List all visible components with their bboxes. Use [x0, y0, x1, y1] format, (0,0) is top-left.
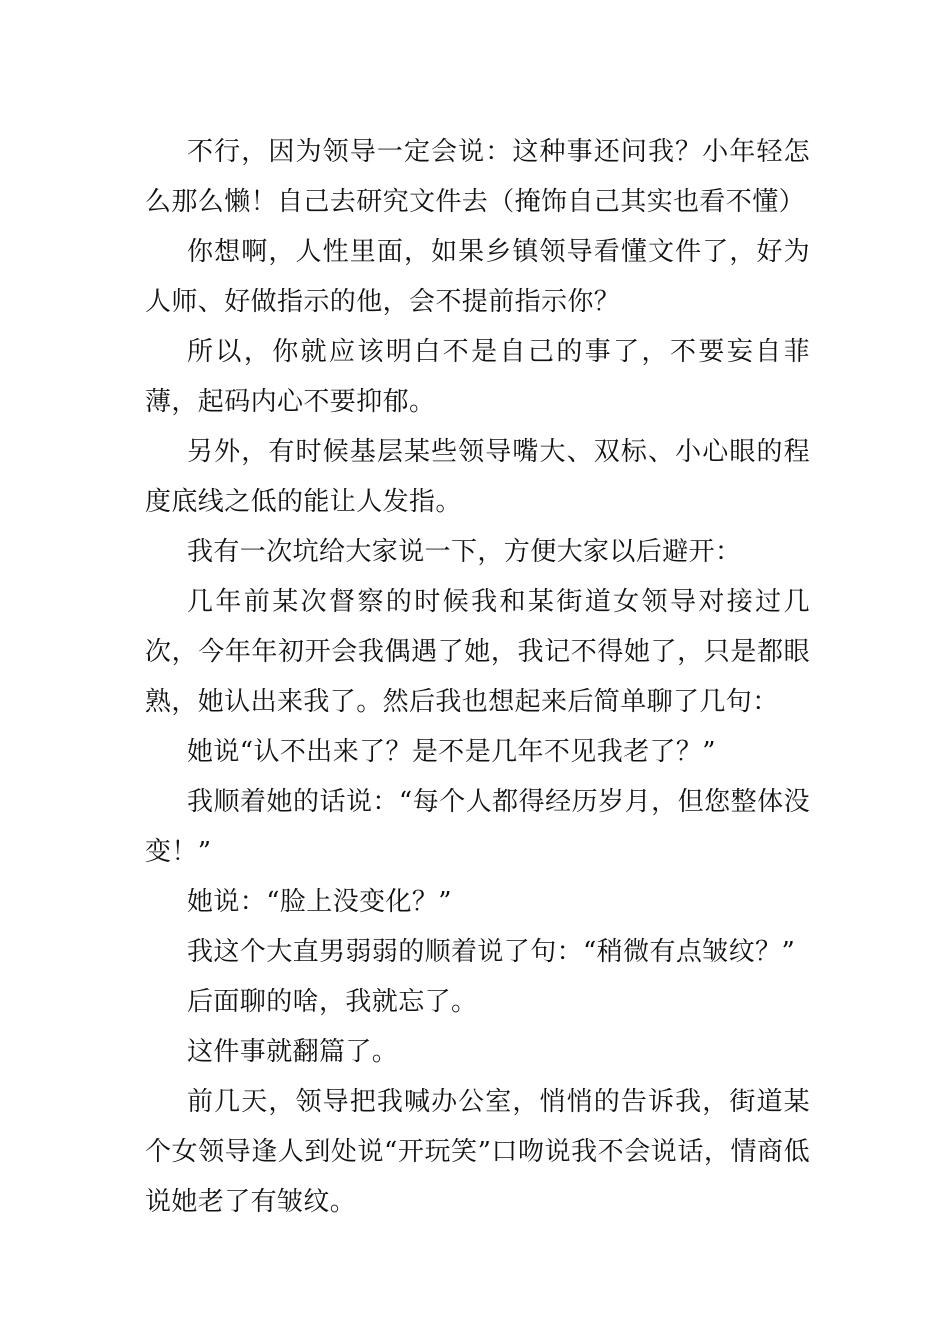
- paragraph: 我有一次坑给大家说一下，方便大家以后避开：: [187, 537, 742, 567]
- paragraph: 她说“认不出来了？是不是几年不见我老了？”: [187, 737, 716, 767]
- paragraph: 几年前某次督察的时候我和某街道女领导对接过几次，今年年初开会我偶遇了她，我记不得她了，只是都眼熟，她认出来我了。然后我也想起来后简单聊了几句：: [145, 587, 810, 717]
- paragraph: 你想啊，人性里面，如果乡镇领导看懂文件了，好为人师、好做指示的他，会不提前指示你？: [145, 237, 810, 317]
- paragraph: 不行，因为领导一定会说：这种事还问我？小年轻怎么那么懒！自己去研究文件去（掩饰自己其实也看不懂）: [145, 137, 810, 217]
- paragraph: 后面聊的啥，我就忘了。: [187, 987, 478, 1017]
- paragraph: 我这个大直男弱弱的顺着说了句：“稍微有点皱纹？”: [187, 937, 796, 967]
- paragraph: 这件事就翻篇了。: [187, 1037, 399, 1067]
- paragraph: 所以，你就应该明白不是自己的事了，不要妄自菲薄，起码内心不要抑郁。: [145, 337, 810, 417]
- paragraph: 我顺着她的话说：“每个人都得经历岁月，但您整体没变！”: [145, 787, 810, 867]
- document-body: [145, 127, 810, 1227]
- paragraph: 前几天，领导把我喊办公室，悄悄的告诉我，街道某个女领导逢人到处说“开玩笑”口吻说我不会说话，情商低说她老了有皱纹。: [145, 1087, 810, 1217]
- paragraph: 另外，有时候基层某些领导嘴大、双标、小心眼的程度底线之低的能让人发指。: [145, 437, 810, 517]
- paragraph: 她说：“脸上没变化？”: [187, 887, 452, 917]
